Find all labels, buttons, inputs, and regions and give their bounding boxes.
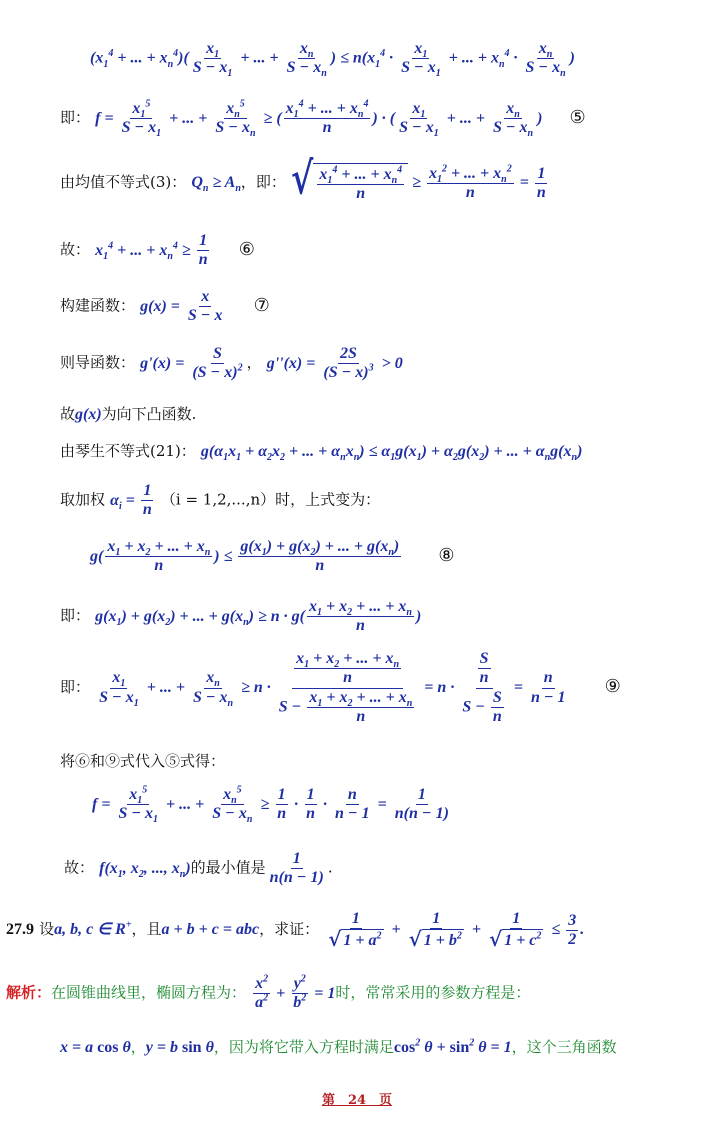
equation-line-13 — [60, 750, 225, 771]
separator-comma: ， — [246, 353, 262, 372]
equation-line-7: 故g(x)为向下凸函数. — [60, 405, 197, 423]
label-ji-3: 即： — [60, 606, 91, 625]
label-weight-condition: （i = 1,2,...,n）时，上式变为： — [160, 490, 381, 509]
equation-line-6: 则导函数： g'(x) = $\frac{S}{(S - x)^2}$ ， g''(x) = $\frac{2S}{(S - x)^3}$ > 0 — [60, 345, 403, 382]
label-ji-4: 即： — [60, 677, 91, 696]
problem-27-9: 27.9 设a, b, c ∈ R+，且a + b + c = abc，求证： 1 √ $1 + a^2$ + 1 √ $1 + b^2$ + 1 √ $1 + c^2$ ≤ $\frac{3}{2}$ . — [6, 910, 585, 952]
label-weights: 取加权 — [60, 490, 106, 509]
marker-7: ⑦ — [253, 294, 270, 316]
label-ji-2: ，即： — [240, 173, 286, 192]
label-period: . — [327, 858, 333, 877]
label-let: 设 — [39, 920, 55, 939]
label-ji: 即： — [60, 108, 91, 127]
label-and: ，且 — [131, 920, 162, 939]
label-mean-inequality: 由均值不等式(3)： — [60, 173, 187, 192]
label-gu-2: 故 — [60, 405, 76, 423]
analysis-text-1: 在圆锥曲线里，椭圆方程为： — [51, 983, 247, 1002]
analysis-tag: 解析： — [6, 983, 52, 1002]
problem-number: 27.9 — [6, 921, 34, 939]
label-derivative: 则导函数： — [60, 353, 136, 372]
label-gu-3: 故： — [64, 858, 95, 877]
equation-line-4: 故： $x_1^4$ + ... + $x_n^4$ ≥ $\frac{1}{n}$ ⑥ — [60, 232, 255, 269]
page-number: 第 24 页 — [321, 1093, 393, 1108]
equation-line-14: f = $\frac{x_1^5}{S - x_1}$ + ... + $\frac{x_n^5}{S - x_n}$ ≥ $\frac{1}{n}$ · $\frac{1}{n}$ · $\frac{n}{n - 1}$ = $\frac{1}{n(n - 1)}$ — [92, 784, 449, 826]
equation-line-10: g( $\frac{x_1 + x_2 + ... + x_n}{n}$ ) ≤ $\frac{g(x_1) + g(x_2) + ... + g(x_n)}{n}$ ⑧ — [90, 538, 455, 575]
label-gu: 故： — [60, 240, 91, 259]
equation-line-3: 由均值不等式(3)： $Q_n \ge A_n$，即： √ $\frac{x_1^4 + ... + x_n^4}{n}$ ≥ $\frac{x_1^2 + ... + x_n^2}{n}$ = $\frac{1}{n}$ — [60, 152, 546, 205]
equation-line-8: 由琴生不等式(21)： $g(\alpha_1x_1 + \alpha_2x_2$ + ... + $\alpha_nx_n) \le \alpha_1g(x_1) + \alpha_2g(x_2)$ + ... + $\alpha_ng(x_n)$ — [60, 442, 583, 464]
equation-line-1: ($x_1^4$ + ... + $x_n^4$)( $\frac{x_1}{S - x_1}$ + ... + $\frac{x_n}{S - x_n}$ ) ≤ $n(x_1^4$ · $\frac{x_1}{S - x_1}$ + ... + $x_n^4$ · $\frac{x_n}{S - x_n}$ ) — [90, 40, 575, 80]
marker-5: ⑤ — [569, 106, 586, 128]
equation-line-2: 即： f = $\frac{x_1^5}{S - x_1}$ + ... + $\frac{x_n^5}{S - x_n}$ ≥ ( $\frac{x_1^4 + ... + x_n^4}{n}$ ) · ( $\frac{x_1}{S - x_1}$ + ... + $\frac{x_n}{S - x_n}$ ) ⑤ — [60, 98, 586, 140]
label-prove: ，求证： — [259, 920, 320, 939]
equation-line-11: 即： $g(x_1) + g(x_2)$ + ... + $g(x_n) \ge n \cdot g$( $\frac{x_1 + x_2 + ... + x_n}{n}$ ) — [60, 598, 422, 635]
equation-line-12: 即： $\frac{x_1}{S - x_1}$ + ... + $\frac{x_n}{S - x_n}$ ≥ n · $\frac{x_1 + x_2 + ... + x_n}{n}$ S − $\frac{x_1 + x_2 + ... + x_n}{n}$ = n · $\frac{S}{n}$ S − $\frac{S}{n}$ = $\frac{n}{n - 1}$ ⑨ — [60, 650, 621, 726]
label-convex: 为向下凸函数. — [101, 405, 197, 423]
page-footer — [0, 1089, 714, 1108]
parametric-line: x = a cos θ，y = b sin θ，因为将它带入方程时满足$\cos^2 \theta + \sin^2 \theta = 1$，这个三角函数 — [60, 1037, 617, 1056]
last-text-3: ，这个三角函数 — [511, 1038, 617, 1056]
marker-6: ⑥ — [238, 238, 255, 260]
label-jensen: 由琴生不等式(21)： — [60, 442, 196, 460]
label-substitute: 将⑥和⑨式代入⑤式得： — [60, 752, 226, 770]
analysis-line: 解析：在圆锥曲线里，椭圆方程为： $\frac{x^2}{a^2}$ + $\frac{y^2}{b^2}$ = 1时，常常采用的参数方程是： — [6, 973, 531, 1012]
equation-line-5: 构建函数： g(x) = $\frac{x}{S - x}$ ⑦ — [60, 288, 270, 325]
analysis-text-2: 时，常常采用的参数方程是： — [335, 983, 531, 1002]
equation-line-15: 故： $f(x_1$, $x_2$, ..., $x_n$)的最小值是 $\frac{1}{n(n - 1)}$ . — [64, 850, 333, 887]
equation-line-9: 取加权 $\alpha_i$ = $\frac{1}{n}$ （i = 1,2,...,n）时，上式变为： — [60, 482, 381, 519]
last-text-1: ， — [130, 1038, 146, 1056]
label-min-value: 的最小值是 — [190, 858, 266, 877]
last-text-2: ，因为将它带入方程时满足 — [213, 1038, 394, 1056]
marker-9: ⑨ — [604, 675, 621, 697]
label-build-function: 构建函数： — [60, 296, 136, 315]
marker-8: ⑧ — [438, 544, 455, 566]
